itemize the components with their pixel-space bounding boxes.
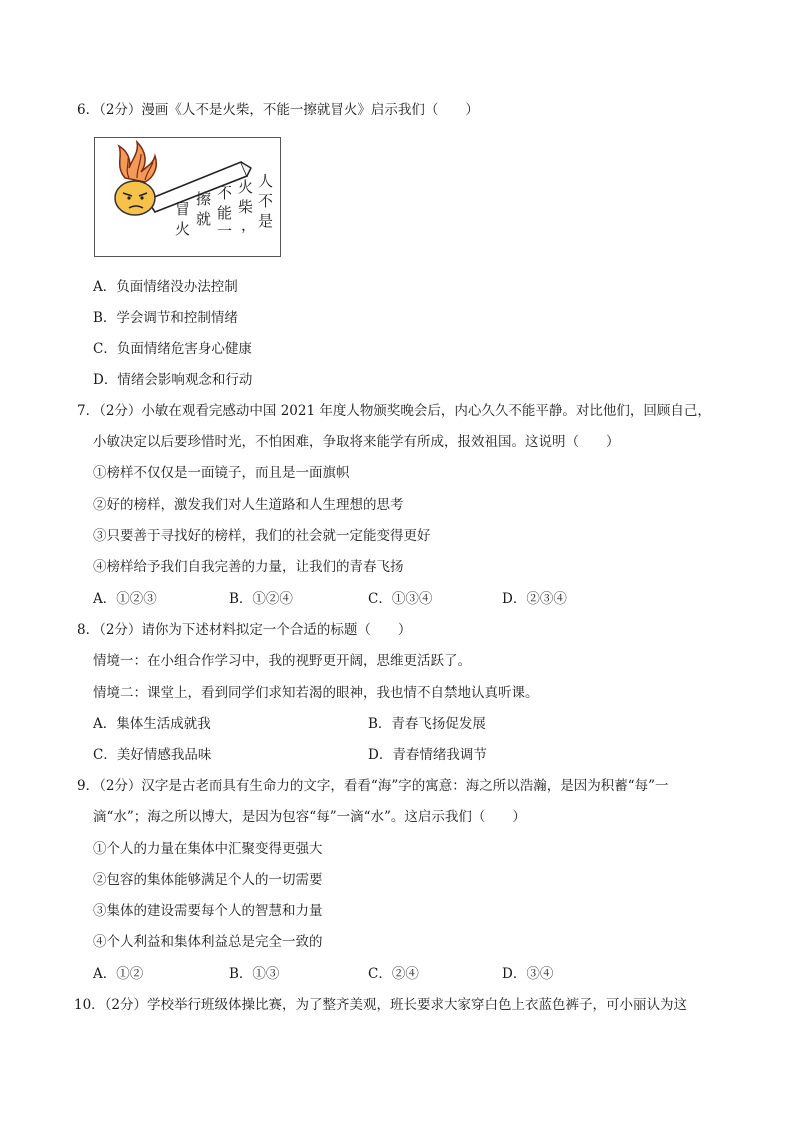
cartoon-char-2: 火 [175,220,191,238]
q9-item-2: ②包容的集体能够满足个人的一切需要 [93,872,323,888]
q7-option-d[interactable]: D．②③④ [502,591,567,607]
q9-option-b[interactable]: B．①③ [229,966,280,982]
q9-item-1: ①个人的力量在集体中汇聚变得更强大 [93,841,323,857]
cartoon-char-7: 一 [217,222,233,240]
q9-item-3: ③集体的建设需要每个人的智慧和力量 [93,903,323,919]
cartoon-char-12: 不 [258,192,274,210]
q8-stem: 8．（2分）请你为下述材料拟定一个合适的标题（ ） [77,622,412,638]
q7-option-c[interactable]: C．①③④ [368,591,433,607]
q9-option-c[interactable]: C．②④ [368,966,419,982]
q7-item-1: ①榜样不仅仅是一面镜子，而且是一面旗帜 [93,465,350,481]
q9-option-d[interactable]: D．③④ [502,966,554,982]
q8-scene-2: 情境二：课堂上，看到同学们求知若渴的眼神，我也情不自禁地认真听课。 [93,685,539,701]
cartoon-char-10: ， [241,216,257,234]
cartoon-char-1: 冒 [175,200,191,218]
q8-option-d[interactable]: D．青春情绪我调节 [368,747,487,763]
q8-scene-1: 情境一：在小组合作学习中，我的视野更开阔，思维更活跃了。 [93,653,471,669]
q8-option-a[interactable]: A．集体生活成就我 [93,716,211,732]
q9-stem-line1: 9．（2分）汉字是古老而具有生命力的文字，看看“海”字的寓意：海之所以浩瀚，是因为积蓄“每”一 [77,778,669,794]
q9-stem-line2: 滴“水”；海之所以博大，是因为包容“每”一滴“水”。这启示我们（ ） [93,809,526,825]
q10-stem-line1: 10．（2分）学校举行班级体操比赛，为了整齐美观，班长要求大家穿白色上衣蓝色裤子，可小丽认为这 [74,997,688,1013]
cartoon-char-11: 人 [258,172,274,190]
q9-item-4: ④个人利益和集体利益总是完全一致的 [93,934,323,950]
cartoon-char-3: 擦 [196,190,212,208]
cartoon-char-13: 是 [258,212,274,230]
q6-option-d[interactable]: D．情绪会影响观念和行动 [93,372,253,388]
q7-option-b[interactable]: B．①②④ [229,591,293,607]
cartoon-char-8: 火 [238,178,254,196]
q7-option-a[interactable]: A．①②③ [93,591,157,607]
cartoon-char-5: 不 [217,184,233,202]
q7-stem-line1: 7．（2分）小敏在观看完感动中国 2021 年度人物颁奖晚会后，内心久久不能平静。对比他们，回顾自己， [77,403,711,419]
cartoon-image [94,137,281,257]
q7-item-2: ②好的榜样，激发我们对人生道路和人生理想的思考 [93,497,404,513]
q6-option-a[interactable]: A．负面情绪没办法控制 [93,279,238,295]
q9-option-a[interactable]: A．①② [93,966,144,982]
q6-option-b[interactable]: B．学会调节和控制情绪 [93,310,238,326]
cartoon-char-9: 柴 [238,198,254,216]
cartoon-char-6: 能 [217,204,233,222]
q7-stem-line2: 小敏决定以后要珍惜时光，不怕困难，争取将来能学有所成，报效祖国。这说明（ ） [93,434,620,450]
cartoon-char-4: 就 [196,210,212,228]
q6-stem: 6．（2分）漫画《人不是火柴，不能一擦就冒火》启示我们（ ） [77,102,479,118]
q7-item-4: ④榜样给予我们自我完善的力量，让我们的青春飞扬 [93,559,404,575]
q6-option-c[interactable]: C．负面情绪危害身心健康 [93,341,252,357]
q7-item-3: ③只要善于寻找好的榜样，我们的社会就一定能变得更好 [93,528,431,544]
q8-option-c[interactable]: C．美好情感我品味 [93,747,212,763]
q8-option-b[interactable]: B．青春飞扬促发展 [368,716,486,732]
